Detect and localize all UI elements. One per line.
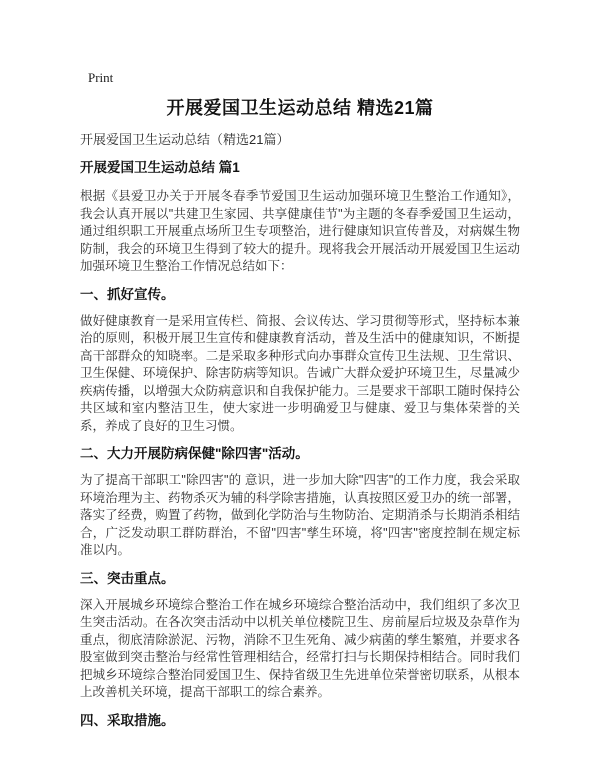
document-content — [80, 97, 520, 739]
paragraph-1: 做好健康教育一是采用宣传栏、简报、会议传达、学习贯彻等形式，坚持标本兼治的原则，积极开展卫生宣传和健康教育活动，普及生活中的健康知识，不断提高干部群众的知晓率。二是采取多种形式向办事群众宣传卫生法规、卫生常识、卫生保健、环境保护、除害防病等知识。告诫广大群众爱护环境卫生，尽量减少疾病传播，以增强大众防病意识和自我保护能力。三是要求干部职工随时保持公共区域和室内整洁卫生，使大家进一步明确爱卫与健康、爱卫与集体荣誉的关系，养成了良好的卫生习惯。 — [80, 313, 520, 433]
heading-4: 四、采取措施。 — [80, 712, 175, 728]
print-link[interactable]: Print — [88, 70, 114, 85]
document-title: 开展爱国卫生运动总结 精选21篇 — [166, 98, 434, 118]
heading-1: 一、抓好宣传。 — [80, 286, 175, 302]
paragraph-2: 为了提高干部职工"除四害"的 意识，进一步加大除"四害"的工作力度，我会采取环境治理为主、药物杀灭为辅的科学除害措施，认真按照区爱卫办的统一部署，落实了经费，购置了药物，做到化学防治与生物防治、定期消杀与长期消杀相结合，广泛发动职工群防群治，不留"四害"孳生环境，将"四害"密度控制在规定标准以内。 — [80, 473, 520, 557]
paragraph-3: 深入开展城乡环境综合整治工作在城乡环境综合整治活动中，我们组织了多次卫生突击活动。在各次突击活动中以机关单位楼院卫生、房前屋后垃圾及杂草作为重点，彻底清除淤泥、污物，消除不卫生死角、减少病菌的孳生繁殖，并要求各股室做到突击整治与经常性管理相结合，经常打扫与长期保持相结合。同时我们把城乡环境综合整治同爱国卫生、保持省级卫生先进单位荣誉密切联系，从根本上改善机关环境，提高干部职工的综合素养。 — [80, 597, 520, 699]
article-section-title: 开展爱国卫生运动总结 篇1 — [80, 160, 240, 175]
document-subtitle: 开展爱国卫生运动总结（精选21篇） — [80, 132, 290, 147]
intro-paragraph: 根据《县爱卫办关于开展冬春季节爱国卫生运动加强环境卫生整治工作通知》，我会认真开展以"共建卫生家园、共享健康佳节"为主题的冬春季爱国卫生运动，通过组织职工开展重点场所卫生专项整治，进行健康知识宣传普及，对病媒生物防制，我会的环境卫生得到了较大的提升。现将我会开展活动开展爱国卫生运动加强环境卫生整治工作情况总结如下： — [80, 189, 520, 273]
heading-3: 三、突击重点。 — [80, 570, 175, 586]
heading-2: 二、大力开展防病保健"除四害"活动。 — [80, 446, 309, 461]
